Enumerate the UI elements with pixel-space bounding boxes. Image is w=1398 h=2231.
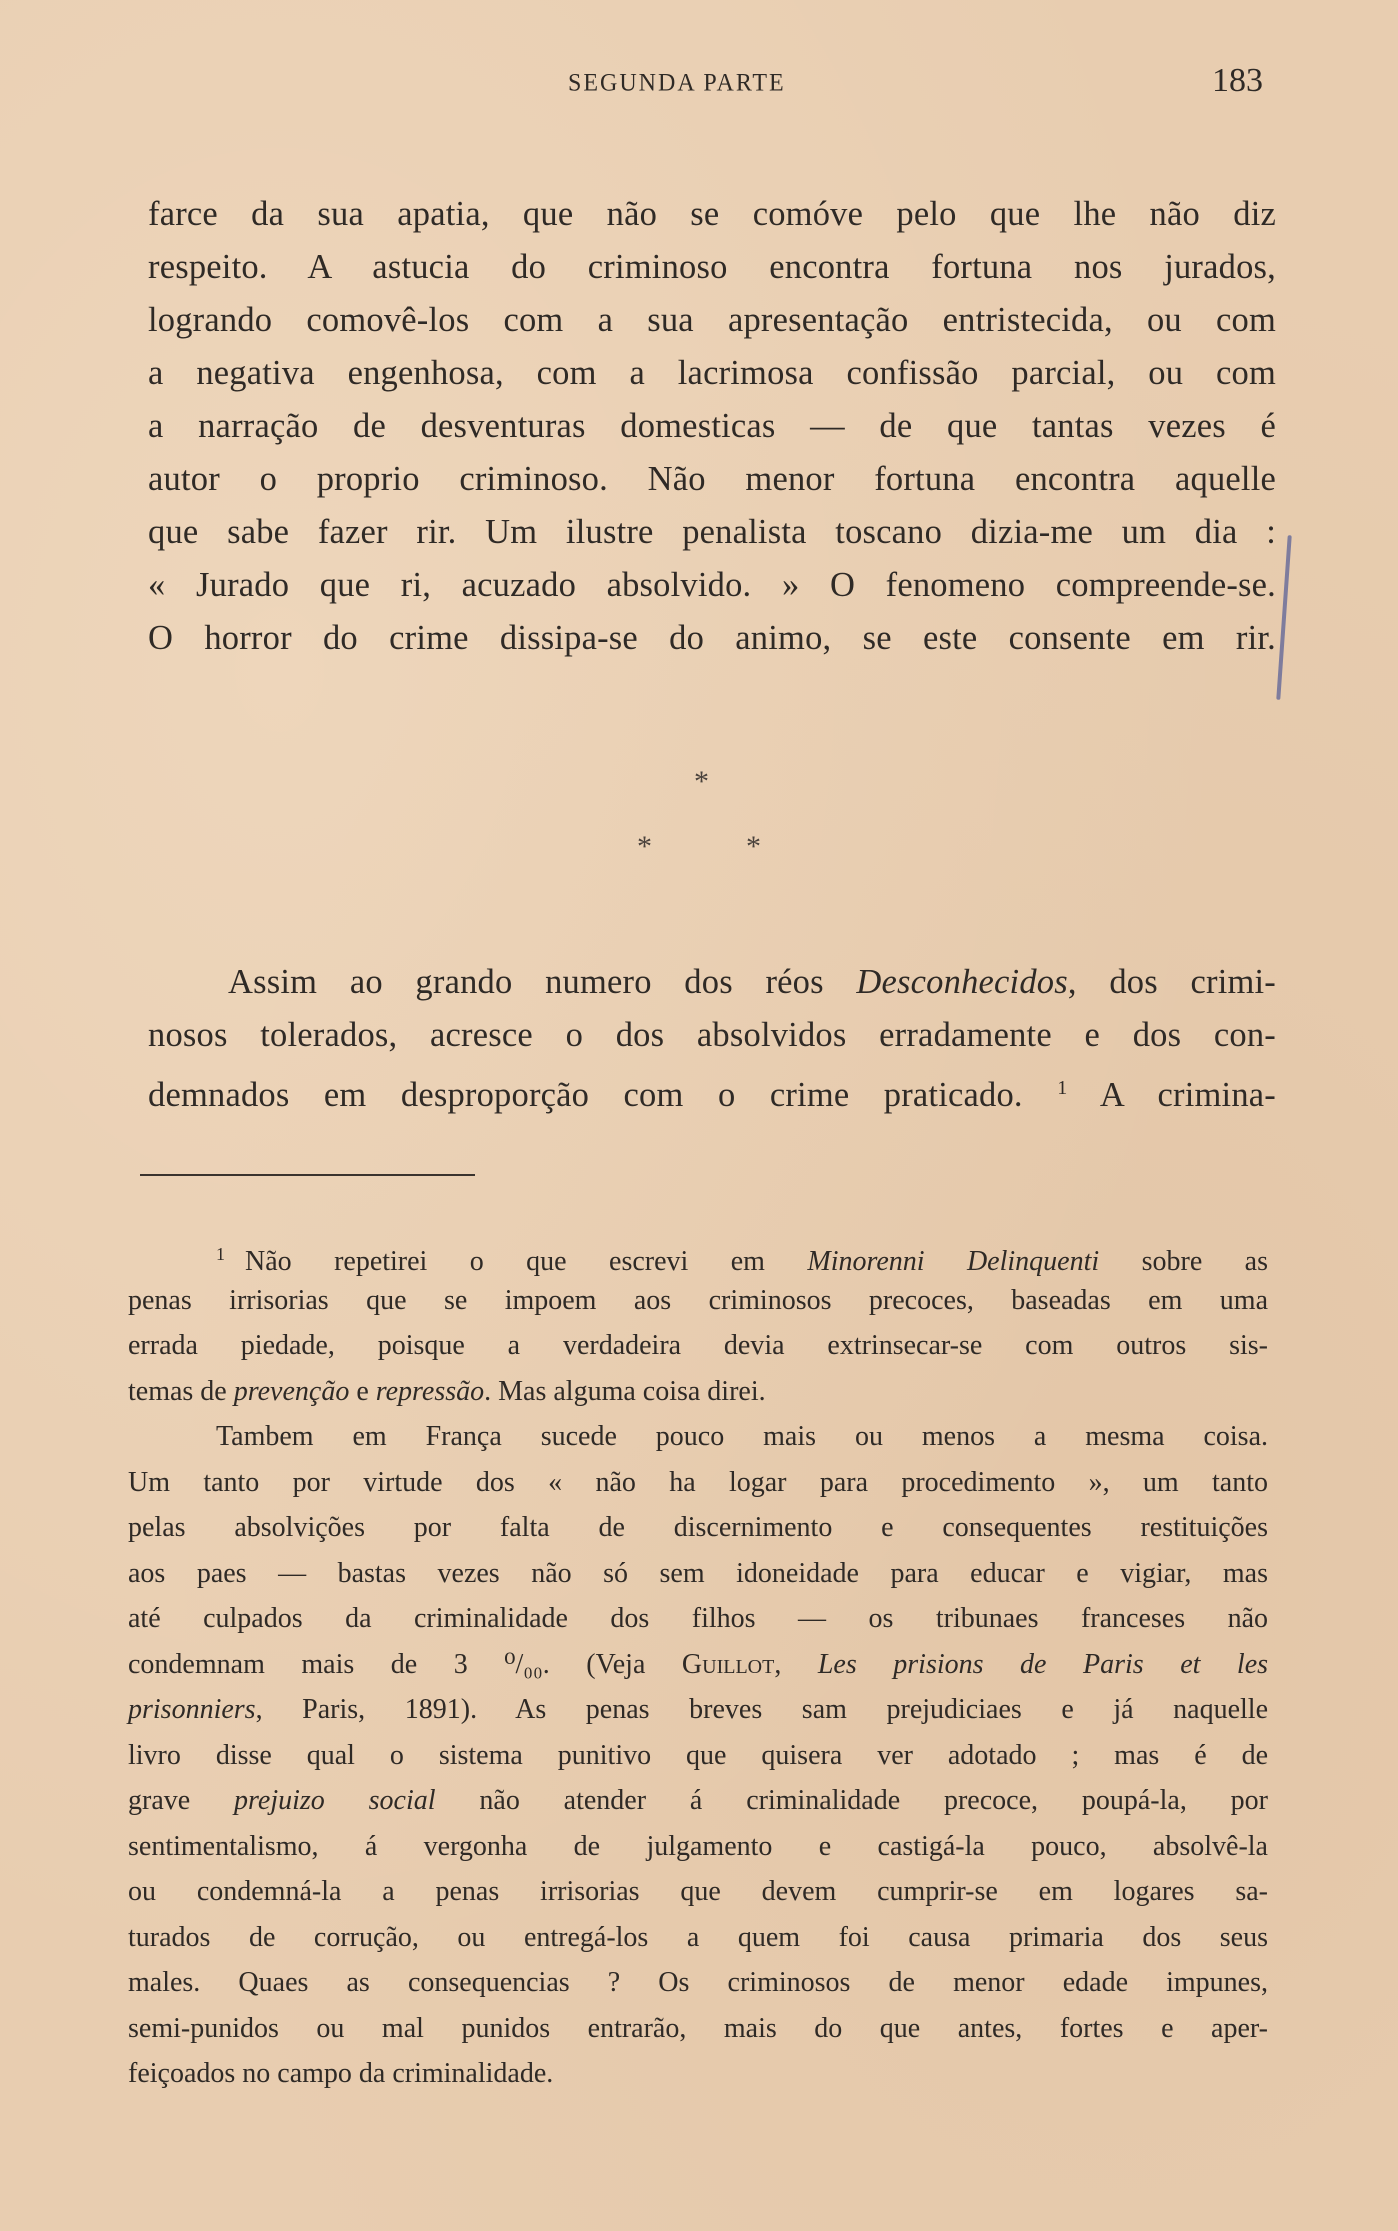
pencil-margin-mark xyxy=(1276,535,1292,700)
footnote xyxy=(128,1232,1268,2097)
text-run: grave xyxy=(128,1785,235,1816)
italic-term: repressão xyxy=(375,1375,485,1407)
running-title: SEGUNDA PARTE xyxy=(568,69,786,97)
text-line: turados de corrução, ou entregá-los a quem foi causa primaria dos seus xyxy=(128,1921,1268,1953)
text-run: condemnam mais de 3 xyxy=(128,1648,505,1680)
text-line xyxy=(148,956,1276,1009)
text-run: temas de xyxy=(128,1375,234,1407)
italic-term: Desconhecidos xyxy=(856,963,1068,1001)
text-line: semi-punidos ou mal punidos entrarão, mais do que antes, fortes e aper- xyxy=(128,2012,1268,2044)
paragraph-2 xyxy=(148,956,1276,1115)
text-run: não atender á criminalidade precoce, poupá-la, por xyxy=(435,1785,1269,1816)
text-line xyxy=(128,1687,1268,1733)
text-line xyxy=(128,1642,1268,1688)
text-line: males. Quaes as consequencias ? Os criminosos de menor edade impunes, xyxy=(128,1967,1268,1998)
text-line: « Jurado que ri, acuzado absolvido. » O fenomeno compreende-se. xyxy=(148,566,1276,604)
text-line: aos paes — bastas vezes não só sem idoneidade para educar e vigiar, mas xyxy=(128,1557,1268,1589)
text-line xyxy=(128,1778,1268,1824)
text-line: autor o proprio criminoso. Não menor fortuna encontra aquelle xyxy=(148,460,1276,498)
text-line: livro disse qual o sistema punitivo que quisera ver adotado ; mas é de xyxy=(128,1739,1268,1771)
permille-sign: ⁰/₀₀ xyxy=(504,1648,543,1680)
text-line xyxy=(128,1369,1268,1415)
text-line: feiçoados no campo da criminalidade. xyxy=(128,2058,554,2089)
page-number: 183 xyxy=(1212,62,1263,99)
text-line: logrando comovê-los com a sua apresentação entristecida, ou com xyxy=(148,301,1276,339)
footnote-rule xyxy=(140,1174,475,1176)
asterisk-icon: * xyxy=(637,830,652,863)
footnote-reference[interactable]: 1 xyxy=(1057,1077,1068,1099)
italic-term: prevenção xyxy=(233,1375,350,1407)
author-name: Guillot xyxy=(681,1648,775,1680)
text-run: Não repetirei o que escrevi em xyxy=(245,1246,808,1277)
text-line: Um tanto por virtude dos « não ha logar para procedimento », um tanto xyxy=(128,1466,1268,1498)
text-run: sobre as xyxy=(1099,1246,1268,1277)
text-line xyxy=(148,1062,1276,1115)
paragraph-1 xyxy=(148,188,1276,665)
text-run: , dos crimi- xyxy=(1067,963,1276,1001)
italic-title: Les prisions de Paris et les xyxy=(817,1648,1269,1680)
text-run: , Paris, 1891). As penas breves sam prejudiciaes e já naquelle xyxy=(255,1694,1268,1725)
text-line: nosos tolerados, acresce o dos absolvidos erradamente e dos con- xyxy=(148,1016,1276,1054)
text-line: sentimentalismo, á vergonha de julgamento e castigá-la pouco, absolvê-la xyxy=(128,1830,1268,1862)
text-line: O horror do crime dissipa-se do animo, se este consente em rir. xyxy=(148,619,1276,657)
text-run: , xyxy=(774,1648,818,1680)
text-line: ou condemná-la a penas irrisorias que devem cumprir-se em logares sa- xyxy=(128,1876,1268,1907)
text-line: farce da sua apatia, que não se comóve pelo que lhe não diz xyxy=(148,195,1276,233)
running-head xyxy=(0,62,1398,102)
text-line: respeito. A astucia do criminoso encontra fortuna nos jurados, xyxy=(148,248,1276,286)
text-run: e xyxy=(349,1375,376,1407)
text-run: Assim ao grando numero dos réos xyxy=(228,963,857,1001)
text-run: . Mas alguma coisa direi. xyxy=(484,1375,766,1407)
text-line xyxy=(128,1232,1268,1278)
footnote-marker: 1 xyxy=(216,1244,225,1264)
text-line: a negativa engenhosa, com a lacrimosa confissão parcial, ou com xyxy=(148,354,1276,392)
asterisk-icon: * xyxy=(694,765,709,798)
asterisk-icon: * xyxy=(746,830,761,863)
text-line: que sabe fazer rir. Um ilustre penalista toscano dizia-me um dia : xyxy=(148,513,1276,551)
italic-title: Minorenni Delinquenti xyxy=(807,1246,1100,1277)
text-line: errada piedade, poisque a verdadeira devia extrinsecar-se com outros sis- xyxy=(128,1330,1268,1361)
text-run: A crimina- xyxy=(1067,1076,1276,1114)
text-line: pelas absolvições por falta de discernimento e consequentes restituições xyxy=(128,1512,1268,1543)
text-line: a narração de desventuras domesticas — de que tantas vezes é xyxy=(148,407,1276,445)
text-line: penas irrisorias que se impoem aos criminosos precoces, baseadas em uma xyxy=(128,1284,1268,1316)
italic-term: prejuizo social xyxy=(234,1785,436,1816)
text-run: . (Veja xyxy=(542,1648,682,1680)
italic-title: prisonniers xyxy=(128,1694,256,1725)
text-run: demnados em desproporção com o crime praticado. xyxy=(148,1076,1058,1114)
text-line: Tambem em França sucede pouco mais ou menos a mesma coisa. xyxy=(216,1421,1268,1452)
text-line: até culpados da criminalidade dos filhos — os tribunaes franceses não xyxy=(128,1603,1268,1634)
